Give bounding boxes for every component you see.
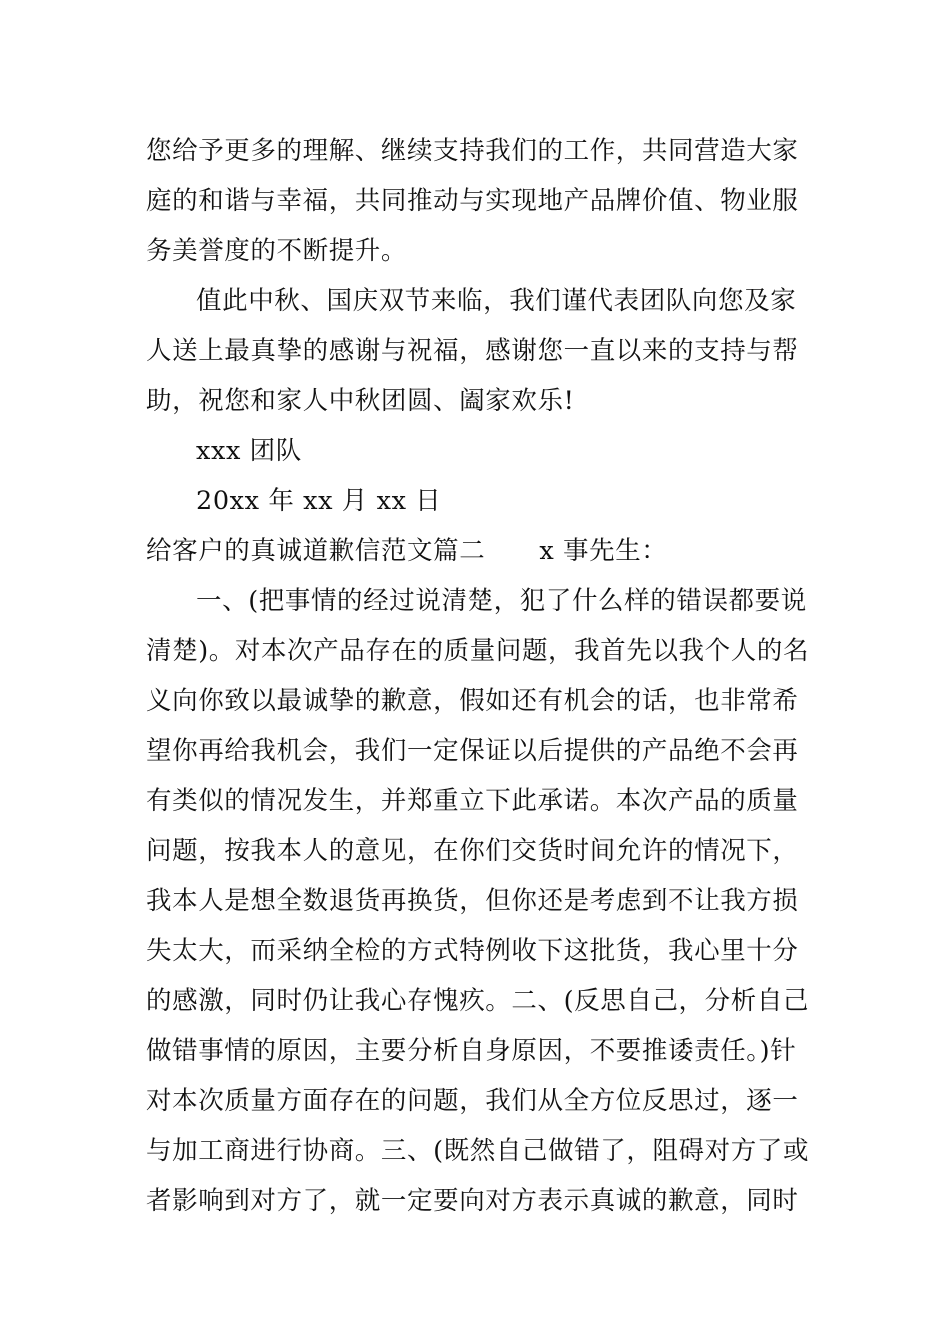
paragraph-line: 义向你致以最诚挚的歉意，假如还有机会的话，也非常希: [146, 686, 799, 716]
paragraph-line: 者影响到对方了，就一定要向对方表示真诚的歉意，同时: [146, 1186, 799, 1216]
paragraph-line: 问题，按我本人的意见，在你们交货时间允许的情况下，: [146, 836, 799, 866]
paragraph-line: 与加工商进行协商。三、(既然自己做错了，阻碍对方了或: [146, 1136, 810, 1166]
paragraph-line: 值此中秋、国庆双节来临，我们谨代表团队向您及家: [196, 286, 797, 316]
signature: xxx 团队: [196, 436, 302, 466]
paragraph-line: 一、(把事情的经过说清楚，犯了什么样的错误都要说: [196, 586, 807, 616]
paragraph-line: 人送上最真挚的感谢与祝福，感谢您一直以来的支持与帮: [146, 336, 799, 366]
paragraph-line: 我本人是想全数退货再换货，但你还是考虑到不让我方损: [146, 886, 799, 916]
section-heading: [146, 536, 826, 566]
paragraph-line: 庭的和谐与幸福，共同推动与实现地产品牌价值、物业服: [146, 186, 799, 216]
paragraph-line: 对本次质量方面存在的问题，我们从全方位反思过，逐一: [146, 1086, 799, 1116]
paragraph-line: 望你再给我机会，我们一定保证以后提供的产品绝不会再: [146, 736, 799, 766]
paragraph-line: 失太大，而采纳全检的方式特例收下这批货，我心里十分: [146, 936, 799, 966]
letter-date: 20xx 年 xx 月 xx 日: [196, 486, 442, 516]
heading-title: 给客户的真诚道歉信范文篇二: [146, 536, 486, 566]
paragraph-line: 务美誉度的不断提升。: [146, 236, 408, 266]
paragraph-line: 做错事情的原因，主要分析自身原因，不要推诿责任。)针: [146, 1036, 797, 1066]
paragraph-line: 清楚)。对本次产品存在的质量问题，我首先以我个人的名: [146, 636, 810, 666]
paragraph-line: 有类似的情况发生，并郑重立下此承诺。本次产品的质量: [146, 786, 799, 816]
paragraph-line: 的感激，同时仍让我心存愧疚。二、(反思自己，分析自己: [146, 986, 810, 1016]
paragraph-line: 助，祝您和家人中秋团圆、阖家欢乐!: [146, 386, 575, 416]
paragraph-line: 您给予更多的理解、继续支持我们的工作，共同营造大家: [146, 136, 799, 166]
salutation: x 事先生：: [539, 536, 668, 566]
